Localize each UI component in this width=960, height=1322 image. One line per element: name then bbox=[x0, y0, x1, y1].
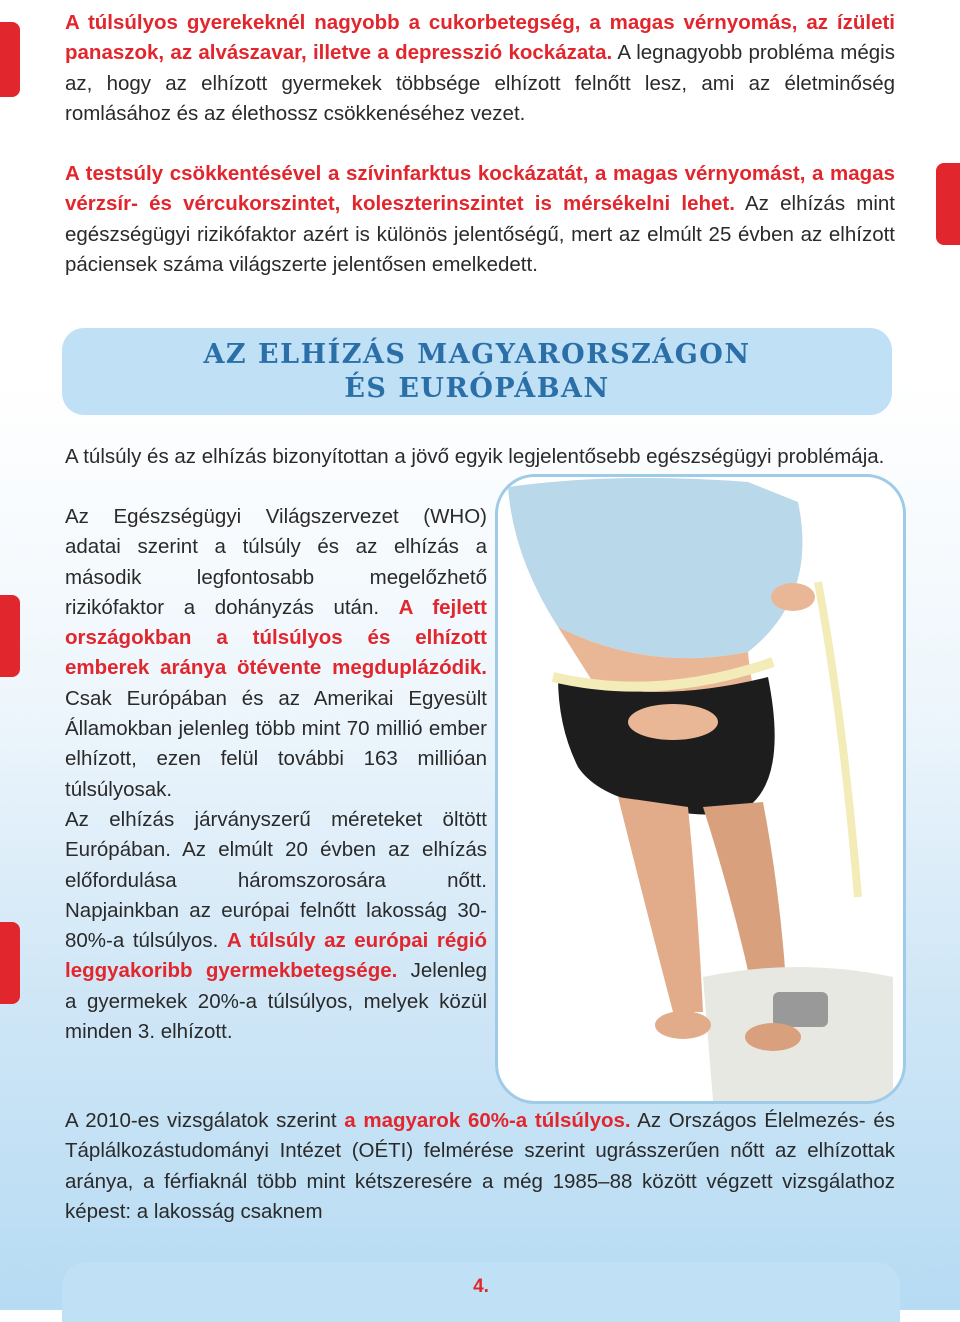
bottom-pre-text: A 2010-es vizsgálatok szerint bbox=[65, 1109, 337, 1132]
measuring-waist-photo bbox=[495, 474, 906, 1104]
col-d-text: Az elhízás járványszerű méreteket öltött Európában. Az elmúlt 20 évben az elhízás előfordulása háromszorosára nőtt. Napjainkban az európai felnőtt lakosság 30-80%-a túlsúlyos. bbox=[65, 808, 487, 953]
page-footer bbox=[62, 1262, 900, 1322]
col-f-text: Jelenleg a gyermekek 20%-a túlsúlyos, melyek közül minden 3. elhízott. bbox=[65, 959, 487, 1044]
page-number: 4. bbox=[473, 1276, 489, 1297]
col-a-text: Az Egészségügyi Világszervezet (WHO) adatai szerint a túlsúly és az elhízás a második legfontosabb megelőzhető rizikófaktor a dohányzás után. bbox=[65, 505, 487, 619]
column-text-1 bbox=[65, 502, 487, 805]
intro-text-1: A legnagyobb probléma mégis az, hogy az elhízott gyermekek többsége elhízott felnőtt lesz, ami az életminőség romlásához és az élethossz csökkenéséhez vezet. bbox=[65, 41, 895, 125]
intro-text-2: Az elhízás mint egészségügyi rizikófaktor azért is különös jelentőségű, mert az elmúlt 25 évben az elhízott páciensek száma világszerte jelentősen emelkedett. bbox=[65, 192, 895, 276]
bottom-paragraph bbox=[65, 1106, 895, 1227]
col-e-bold: A túlsúly az európai régió leggyakoribb gyermekbetegsége. bbox=[65, 929, 487, 983]
intro-bold-2: A testsúly csökkentésével a szívinfarktus kockázatát, a magas vérnyomást, a magas vérzsír- és vércukorszintet, koleszterinszintet is mérsékelni lehet. bbox=[65, 162, 895, 216]
section-heading-line-1: AZ ELHÍZÁS MAGYARORSZÁGON bbox=[203, 338, 751, 370]
col-b-bold: A fejlett országokban a túlsúlyos és elhízott emberek aránya ötévente megduplázódik. bbox=[65, 595, 487, 680]
side-tab-left-1 bbox=[0, 22, 20, 97]
bottom-post-text: Az Országos Élelmezés- és Táplálkozástudományi Intézet (OÉTI) felmérése szerint ugrásszerűen nőtt az elhízottak aránya, a férfiaknál több mint kétszeresére a még 1985–88 között végzett vizsgálathoz képest: a lakosság csaknem bbox=[65, 1109, 895, 1223]
side-tab-left-2 bbox=[0, 595, 20, 677]
woman-measuring-waist-illustration bbox=[498, 477, 903, 1101]
section-heading-box bbox=[62, 328, 892, 415]
section-lead-text: A túlsúly és az elhízás bizonyítottan a jövő egyik legjelentősebb egészségügyi problémája. bbox=[65, 445, 885, 468]
side-tab-right-1 bbox=[936, 163, 960, 245]
column-text-2 bbox=[65, 805, 487, 1047]
intro-paragraph-2 bbox=[65, 159, 895, 280]
bottom-bold-text: a magyarok 60%-a túlsúlyos. bbox=[344, 1109, 631, 1132]
col-c-text: Csak Európában és az Amerikai Egyesült Államokban jelenleg több mint 70 millió ember elhízott, ezen felül további 163 millióan túlsúlyosak. bbox=[65, 686, 487, 801]
side-tab-left-3 bbox=[0, 922, 20, 1004]
intro-bold-1: A túlsúlyos gyerekeknél nagyobb a cukorbetegség, a magas vérnyomás, az ízületi panaszok, az alvászavar, illetve a depresszió kockázata. bbox=[65, 11, 895, 65]
section-heading-line-2: ÉS EURÓPÁBAN bbox=[344, 372, 610, 404]
section-lead bbox=[65, 442, 895, 472]
intro-paragraph-1 bbox=[65, 8, 895, 129]
